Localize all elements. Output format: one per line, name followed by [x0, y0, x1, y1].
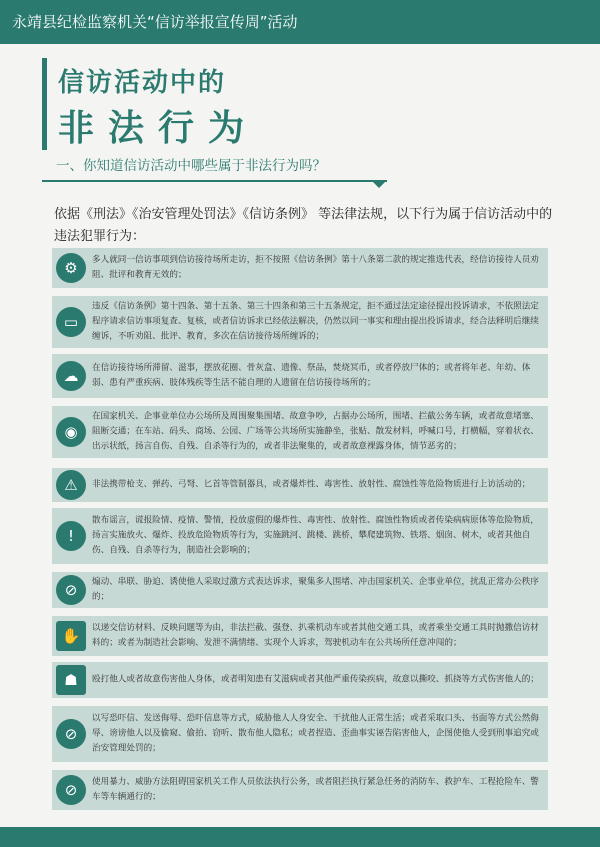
list-item	[52, 616, 548, 656]
page-title-line1: 信访活动中的	[58, 68, 227, 98]
list-item	[52, 248, 548, 288]
list-item	[52, 508, 548, 564]
list-item-text: 在国家机关、企事业单位办公场所及周围聚集围堵、故意争吵，占据办公场所，围堵、拦截公务车辆，或者故意堵塞、阻断交通；在车站、码头、商场、公园、广场等公共场所实施静坐，张贴、散发材料，呼喊口号，打横幅，穿着状衣、出示状纸，扬言自伤、自残、自杀等行为的，或者非法聚集的，或者故意裸露身体，情节恶劣的；	[92, 411, 539, 452]
ring-icon: ◉	[56, 417, 86, 447]
list-item-text: 在信访接待场所滞留、滋事，摆放花圈、骨灰盒、遗像、祭品，焚烧冥币，或者停放尸体的；或者将年老、年幼、体弱、患有严重疾病、肢体残疾等生活不能自理的人遗留在信访接待场所的；	[92, 363, 531, 388]
header-bar	[0, 0, 600, 44]
list-item	[52, 406, 548, 458]
section-question-text: 一、你知道信访活动中哪些属于非法行为吗？	[56, 158, 326, 174]
list-item-text: 殴打他人或者故意伤害他人身体，或者明知患有艾滋病或者其他严重传染疾病，故意以撕咬、抓挠等方式伤害他人的；	[92, 674, 539, 685]
title-block	[42, 58, 372, 150]
warning-icon: ⚠	[56, 470, 86, 500]
list-item	[52, 468, 548, 502]
list-item-text: 煽动、串联、胁迫、诱使他人采取过激方式表达诉求，聚集多人围堵、冲击国家机关、企事业单位，扰乱正常办公秩序的；	[92, 577, 539, 602]
list-item	[52, 662, 548, 698]
list-item	[52, 706, 548, 762]
list-item	[52, 296, 548, 348]
list-item-text: 以写恐吓信、发送侮辱、恐吓信息等方式，威胁他人人身安全、干扰他人正常生活；或者采取口头、书面等方式公然侮辱、谤谤他人以及偷窥、偷拍、窃听、散布他人隐私；或者捏造、歪曲事实诬告陷害他人，企图使他人受到刑事追究或治安管理处罚的；	[92, 713, 539, 754]
footer-bar	[0, 827, 600, 847]
list-item	[52, 770, 548, 810]
list-item	[52, 572, 548, 608]
people-icon: ☗	[56, 665, 86, 695]
list-item-text: 违反《信访条例》第十四条、第十五条、第三十四条和第三十五条规定，拒不通过法定途径提出投诉请求，不依照法定程序请求信访事项复查、复核，或者信访诉求已经依法解决，仍然以同一事实和理由提出投诉请求，经合法释明后继续缠诉，不听劝阻、批评、教育，多次在信访接待场所缠诉的；	[92, 301, 539, 342]
cloud-upload-icon: ☁	[56, 361, 86, 391]
list-item-text: 以递交信访材料、反映问题等为由，非法拦截、强登、扒乘机动车或者其他交通工具，或者乘坐交通工具时抛撒信访材料的；或者为制造社会影响、发泄不满情绪、实现个人诉求，驾驶机动车在公共场所任意冲闯的；	[92, 623, 539, 648]
section-question	[42, 154, 387, 182]
id-card-icon: ▭	[56, 307, 86, 337]
title-accent-bar	[42, 58, 47, 150]
list-item-text: 散布谣言，谎报险情、疫情、警情，投放虚假的爆炸性、毒害性、放射性、腐蚀性物质或者传染病病原体等危险物质，扬言实施放火、爆炸、投放危险物质等行为，实施跳河、跳楼、跳桥，攀爬建筑物、铁塔、烟囱、树木，或者其他自伤、自残、自杀等行为，制造社会影响的；	[92, 515, 539, 556]
fire-bang-icon: !	[56, 521, 86, 551]
no-writing-icon: ⊘	[56, 719, 86, 749]
page-title-line2: 非法行为	[58, 108, 259, 149]
intro-paragraph: 依据《刑法》《治安管理处罚法》《信访条例》 等法律法规，以下行为属于信访活动中的违法犯罪行为：	[54, 207, 553, 244]
no-throwing-icon: ✋	[56, 621, 86, 651]
list-item-text: 多人就同一信访事项到信访接待场所走访，拒不按照《信访条例》第十八条第二款的规定推选代表，经信访接待人员劝阻、批评和教育无效的；	[92, 255, 539, 280]
no-violence-icon: ⊘	[56, 775, 86, 805]
list-item-text: 非法携带枪支、弹药、弓弩、匕首等管制器具，或者爆炸性、毒害性、放射性、腐蚀性等危险物质进行上访活动的；	[92, 479, 531, 490]
list-item-text: 使用暴力、威胁方法阻碍国家机关工作人员依法执行公务，或者阻拦执行紧急任务的消防车、救护车、工程抢险车、警车等车辆通行的；	[92, 777, 539, 802]
triangle-marker-icon	[371, 180, 387, 188]
gear-people-icon: ⚙	[56, 253, 86, 283]
list-item	[52, 354, 548, 398]
no-gathering-icon: ⊘	[56, 575, 86, 605]
header-title: 永靖县纪检监察机关“信访举报宣传周”活动	[12, 13, 298, 31]
